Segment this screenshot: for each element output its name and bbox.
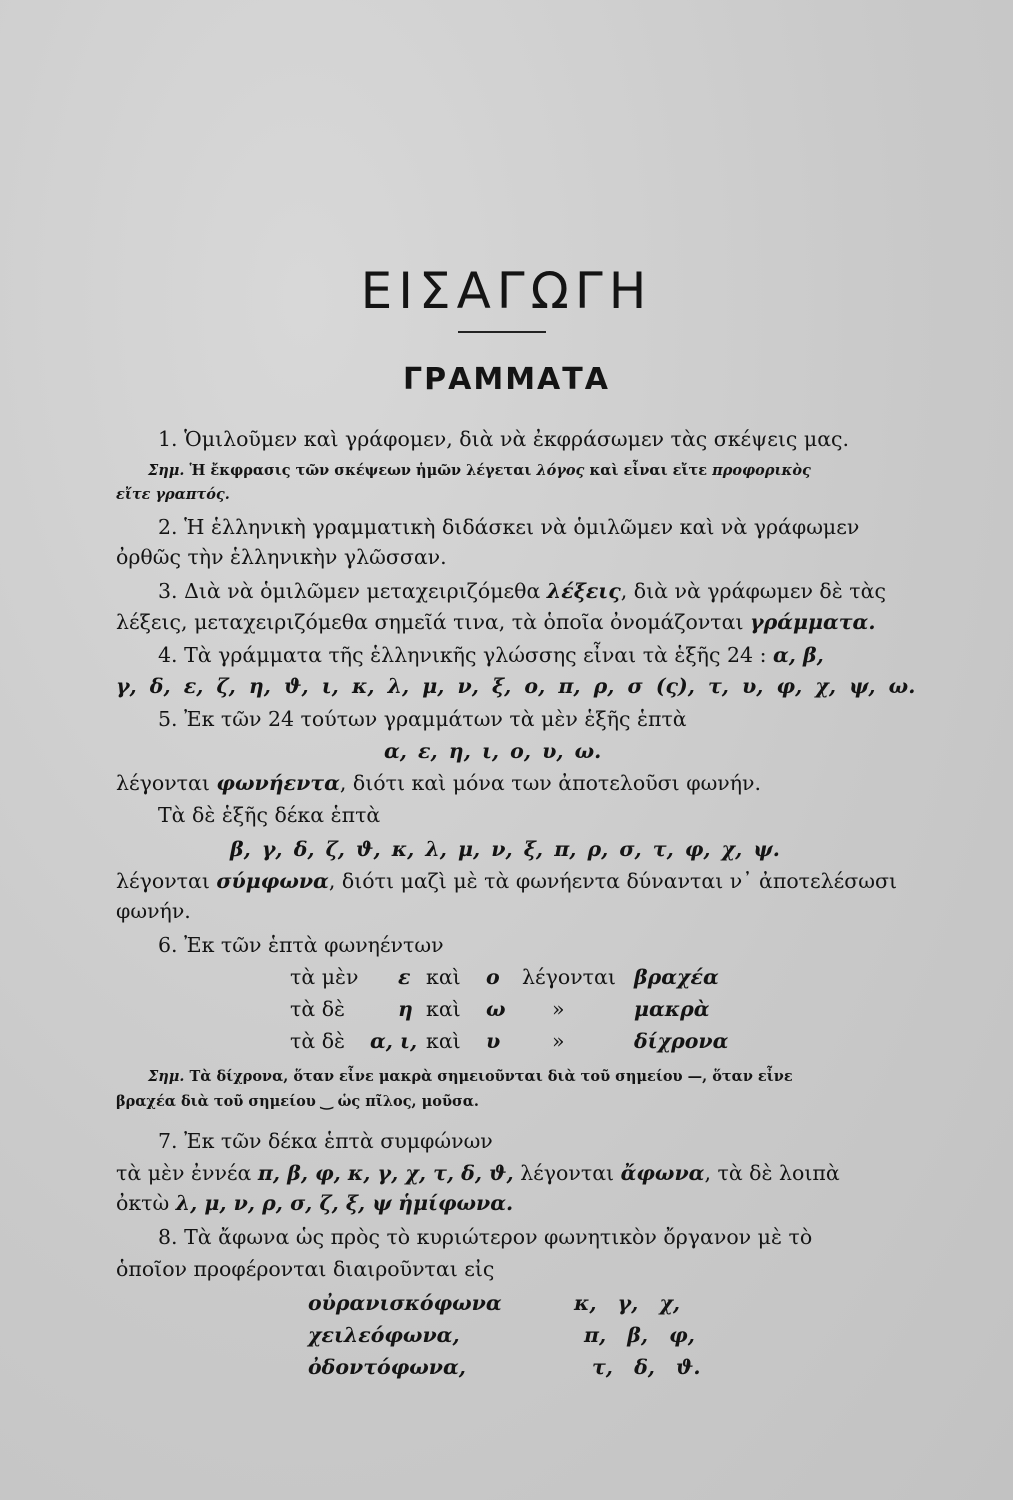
row-conjunction: καὶ — [426, 997, 461, 1021]
paragraph-text: λέξεις, μεταχειριζόμεθα σημεῖά τινα, τὰ ὁποῖα ὀνομάζονται — [116, 610, 751, 634]
paragraph-2-line-2: ὀρθῶς τὴν ἑλληνικὴν γλῶσσαν. — [116, 545, 447, 569]
paragraph-text: , τὰ δὲ λοιπὰ — [704, 1161, 840, 1185]
paragraph-5-line-4: Τὰ δὲ ἑξῆς δέκα ἑπτὰ — [158, 803, 381, 827]
paragraph-number: 4. — [158, 643, 178, 667]
note-2-line-1 — [148, 1066, 793, 1088]
paragraph-text: , διὰ νὰ γράφωμεν δὲ τὰς — [620, 579, 886, 603]
paragraph-8-line-1 — [158, 1222, 812, 1252]
paragraph-number: 8. — [158, 1225, 178, 1249]
paragraph-5-line-6 — [116, 866, 897, 896]
paragraph-number: 7. — [158, 1129, 178, 1153]
paragraph-text: Ἐκ τῶν 24 τούτων γραμμάτων τὰ μὲν ἑξῆς ἑπτὰ — [184, 707, 687, 731]
row-verb: » — [552, 997, 565, 1021]
row-term: μακρὰ — [634, 997, 710, 1021]
row-letter: ε — [398, 965, 411, 989]
paragraph-number: 1. — [158, 427, 178, 451]
paragraph-text: , διότι μαζὶ μὲ τὰ φωνήεντα δύνανται ν᾽ ἀποτελέσωσι — [328, 869, 897, 893]
emphasis-term: λέξεις — [546, 579, 621, 603]
row-prefix: τὰ μὲν — [290, 965, 359, 989]
alphabet-letters: α, β, — [773, 643, 824, 667]
row-term: βραχέα — [634, 965, 719, 989]
row-letter: ω — [486, 997, 506, 1021]
page-title: ΕΙΣΑΓΩΓΗ — [360, 262, 653, 320]
emphasis-term: ἡμίφωνα. — [398, 1191, 514, 1215]
alphabet-line: γ, δ, ε, ζ, η, ϑ, ι, κ, λ, μ, ν, ξ, ο, π, ρ, σ (ς), τ, υ, φ, χ, ψ, ω. — [116, 674, 916, 698]
paragraph-6-line-1 — [158, 930, 444, 960]
note-label: Σημ. — [148, 1068, 185, 1085]
paragraph-5-line-1 — [158, 704, 687, 734]
vowels-list: α, ε, η, ι, ο, υ, ω. — [384, 739, 602, 763]
paragraph-1 — [158, 424, 849, 454]
articulation-letters: π, β, φ, — [584, 1323, 695, 1347]
articulation-term: χειλεόφωνα, — [308, 1323, 460, 1347]
row-conjunction: καὶ — [426, 1029, 461, 1053]
mute-letters: π, β, φ, κ, γ, χ, τ, δ, ϑ, — [257, 1161, 514, 1185]
row-conjunction: καὶ — [426, 965, 461, 989]
row-prefix: τὰ δὲ — [290, 1029, 346, 1053]
paragraph-text: λέγονται — [513, 1161, 621, 1185]
note-term: προφορικὸς — [712, 462, 811, 479]
paragraph-4-line-1 — [158, 640, 824, 670]
row-letter: υ — [486, 1029, 501, 1053]
paragraph-text: Ἐκ τῶν δέκα ἑπτὰ συμφώνων — [184, 1129, 493, 1153]
paragraph-text: λέγονται — [116, 869, 217, 893]
paragraph-text: τὰ μὲν ἐννέα — [116, 1161, 258, 1185]
paragraph-number: 3. — [158, 579, 178, 603]
emphasis-term: φωνήεντα — [216, 771, 340, 795]
paragraph-text: Τὰ γράμματα τῆς ἑλληνικῆς γλώσσης εἶναι τὰ ἑξῆς 24 : — [184, 643, 773, 667]
paragraph-text: Ὁμιλοῦμεν καὶ γράφομεν, διὰ νὰ ἐκφράσωμεν τὰς σκέψεις μας. — [184, 427, 850, 451]
emphasis-term: γράμματα. — [750, 610, 876, 634]
articulation-term: οὐρανισκόφωνα — [308, 1291, 502, 1315]
paragraph-7-line-2 — [116, 1158, 840, 1188]
paragraph-3-line-2 — [116, 607, 875, 637]
row-verb: » — [552, 1029, 565, 1053]
articulation-term: ὀδοντόφωνα, — [308, 1355, 466, 1379]
row-prefix: τὰ δὲ — [290, 997, 346, 1021]
paragraph-text: , διότι καὶ μόνα των ἀποτελοῦσι φωνήν. — [339, 771, 762, 795]
row-term: δίχρονα — [634, 1029, 729, 1053]
note-1-line-2: εἴτε γραπτός. — [116, 486, 230, 503]
paragraph-5-line-7: φωνήν. — [116, 899, 191, 923]
emphasis-term: ἄφωνα — [620, 1161, 705, 1185]
paragraph-7-line-1 — [158, 1126, 493, 1156]
row-letter: ο — [486, 965, 500, 989]
note-text: Ἡ ἔκφρασις τῶν σκέψεων ἡμῶν λέγεται — [184, 462, 537, 479]
paragraph-2-line-1 — [158, 512, 859, 542]
note-1-line-1 — [148, 460, 811, 482]
consonants-list: β, γ, δ, ζ, ϑ, κ, λ, μ, ν, ξ, π, ρ, σ, τ, φ, χ, ψ. — [230, 837, 780, 861]
note-term: λόγος — [536, 462, 585, 479]
paragraph-text: Ἡ ἑλληνικὴ γραμματικὴ διδάσκει νὰ ὁμιλῶμεν καὶ νὰ γράφωμεν — [184, 515, 860, 539]
paragraph-number: 2. — [158, 515, 178, 539]
paragraph-3-line-1 — [158, 576, 886, 606]
emphasis-term: σύμφωνα — [216, 869, 329, 893]
paragraph-text: Διὰ νὰ ὁμιλῶμεν μεταχειριζόμεθα — [184, 579, 547, 603]
row-letter: α, ι, — [370, 1029, 418, 1053]
paragraph-number: 5. — [158, 707, 178, 731]
note-label: Σημ. — [148, 462, 185, 479]
section-title: ΓΡΑΜΜΑΤΑ — [403, 362, 610, 397]
semivowel-letters: λ, μ, ν, ρ, σ, ζ, ξ, ψ — [175, 1191, 392, 1215]
articulation-letters: τ, δ, ϑ. — [592, 1355, 701, 1379]
articulation-letters: κ, γ, χ, — [574, 1291, 681, 1315]
paragraph-number: 6. — [158, 933, 178, 957]
paragraph-text: λέγονται — [116, 771, 217, 795]
paragraph-text: Τὰ ἄφωνα ὡς πρὸς τὸ κυριώτερον φωνητικὸν ὄργανον μὲ τὸ — [184, 1225, 813, 1249]
paragraph-text: ὀκτὼ — [116, 1191, 176, 1215]
note-text: καὶ εἶναι εἴτε — [584, 462, 713, 479]
paragraph-7-line-3 — [116, 1188, 513, 1218]
row-verb: λέγονται — [522, 965, 616, 989]
note-text: Τὰ δίχρονα, ὅταν εἶνε μακρὰ σημειοῦνται διὰ τοῦ σημείου —, ὅταν εἶνε — [184, 1068, 793, 1085]
row-letter: η — [398, 997, 413, 1021]
title-divider — [458, 331, 546, 333]
note-2-line-2: βραχέα διὰ τοῦ σημείου ‿ ὡς πῖλος, μοῦσα. — [116, 1093, 479, 1110]
paragraph-5-line-3 — [116, 768, 761, 798]
paragraph-text: Ἐκ τῶν ἑπτὰ φωνηέντων — [184, 933, 444, 957]
paragraph-8-line-2: ὁποῖον προφέρονται διαιροῦνται εἰς — [116, 1257, 495, 1281]
